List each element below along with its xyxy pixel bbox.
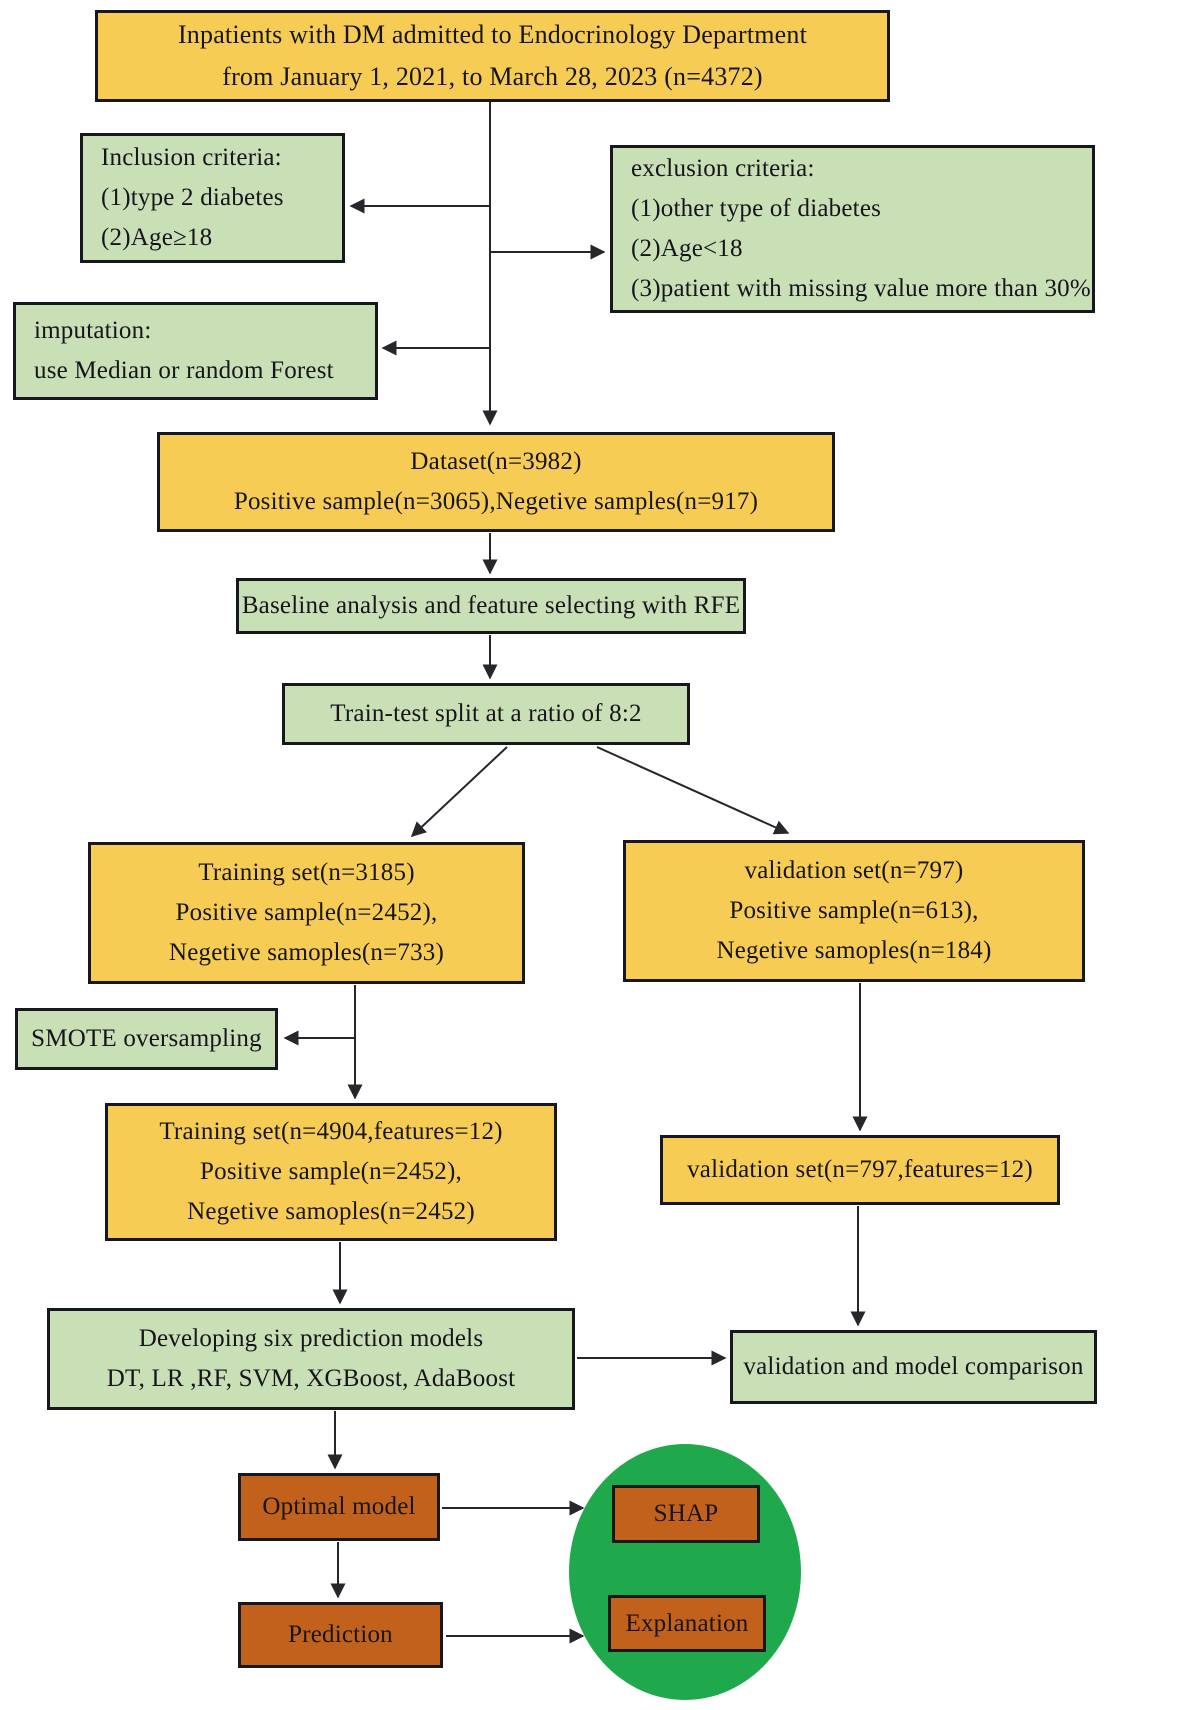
node-validation1-line1: validation set(n=797) xyxy=(744,857,964,884)
node-validation-set-2 xyxy=(660,1135,1060,1205)
node-training-set-2 xyxy=(105,1103,557,1241)
node-inclusion-line2: (1)type 2 diabetes xyxy=(101,184,284,211)
node-exclusion-line1: exclusion criteria: xyxy=(631,155,815,182)
node-train-test-split xyxy=(282,683,690,745)
node-optimal-line1: Optimal model xyxy=(262,1493,416,1520)
node-model-comparison xyxy=(730,1330,1097,1404)
node-baseline-rfe xyxy=(236,578,746,634)
node-dataset-line2: Positive sample(n=3065),Negetive samples(n=917) xyxy=(233,488,759,515)
node-validation2-line1: validation set(n=797,features=12) xyxy=(687,1156,1033,1183)
node-explanation xyxy=(608,1595,766,1652)
arrow-split-to-validation xyxy=(597,747,788,833)
node-developing-line1: Developing six prediction models xyxy=(138,1325,484,1352)
node-dataset-line1: Dataset(n=3982) xyxy=(410,448,582,475)
node-prediction-line1: Prediction xyxy=(288,1621,393,1648)
explanation-circle xyxy=(569,1444,801,1700)
node-inclusion-line1: Inclusion criteria: xyxy=(101,144,282,171)
node-dataset xyxy=(157,432,835,532)
node-smote xyxy=(15,1008,278,1070)
node-training2-line1: Training set(n=4904,features=12) xyxy=(159,1118,503,1145)
node-exclusion-criteria xyxy=(610,145,1095,313)
node-developing-models xyxy=(47,1308,575,1410)
node-training1-line1: Training set(n=3185) xyxy=(198,859,415,886)
node-training1-line2: Positive sample(n=2452), xyxy=(175,899,438,926)
node-inpatients-line2: from January 1, 2021, to March 28, 2023 (n=4372) xyxy=(222,62,763,91)
node-training2-line2: Positive sample(n=2452), xyxy=(200,1158,462,1185)
node-smote-line1: SMOTE oversampling xyxy=(31,1025,262,1052)
node-inpatients-line1: Inpatients with DM admitted to Endocrinology Department xyxy=(177,20,808,50)
node-prediction xyxy=(238,1602,443,1668)
node-baseline-line1: Baseline analysis and feature selecting with RFE xyxy=(241,592,741,619)
node-exclusion-line4: (3)patient with missing value more than 30% xyxy=(631,275,1091,302)
node-exclusion-line3: (2)Age<18 xyxy=(631,235,743,262)
node-inclusion-criteria xyxy=(80,133,345,263)
node-split-line1: Train-test split at a ratio of 8:2 xyxy=(330,700,642,727)
node-explanation-line1: Explanation xyxy=(625,1609,749,1637)
node-optimal-model xyxy=(238,1473,440,1541)
node-imputation-line1: imputation: xyxy=(34,317,152,344)
node-inpatients xyxy=(95,10,890,102)
arrow-split-to-training xyxy=(412,747,507,836)
node-shap-line1: SHAP xyxy=(653,1500,719,1527)
node-training2-line3: Negetive samoples(n=2452) xyxy=(187,1198,475,1225)
node-developing-line2: DT, LR ,RF, SVM, XGBoost, AdaBoost xyxy=(106,1365,516,1392)
node-imputation-line2: use Median or random Forest xyxy=(34,357,334,384)
node-inclusion-line3: (2)Age≥18 xyxy=(101,224,213,251)
node-shap xyxy=(612,1485,760,1543)
node-training1-line3: Negetive samoples(n=733) xyxy=(168,939,445,966)
node-exclusion-line2: (1)other type of diabetes xyxy=(631,195,882,222)
node-training-set-1 xyxy=(88,842,525,984)
node-imputation xyxy=(13,302,378,400)
node-validation-set-1 xyxy=(623,840,1085,982)
node-validation1-line3: Negetive samoples(n=184) xyxy=(716,937,992,964)
node-comparison-line1: validation and model comparison xyxy=(743,1353,1084,1380)
node-validation1-line2: Positive sample(n=613), xyxy=(729,897,979,924)
